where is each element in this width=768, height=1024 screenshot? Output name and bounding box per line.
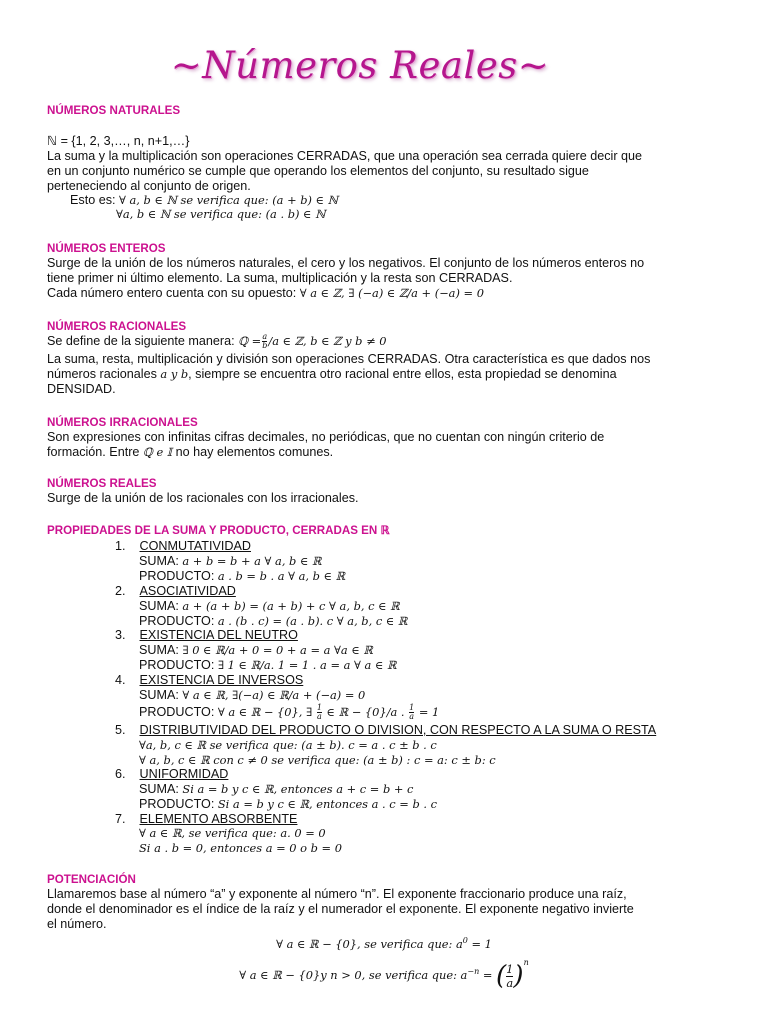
- naturales-line3: perteneciendo al conjunto de origen.: [47, 179, 251, 193]
- pot-math1-exponent: 0: [462, 936, 468, 945]
- right-paren: ): [513, 961, 524, 991]
- heading-naturales: NÚMEROS NATURALES: [47, 104, 181, 117]
- conm-producto-math: a . b = b . a ∀ a, b ∈ ℝ: [217, 569, 346, 583]
- enteros-line1: Surge de la unión de los números naturales, el cero y los negativos. El conjunto de los números enteros no: [47, 256, 645, 270]
- inverse-fraction: [409, 704, 414, 721]
- suma-label: SUMA:: [139, 688, 183, 702]
- racionales-line2a: números racionales: [47, 367, 161, 381]
- producto-label: PRODUCTO:: [139, 569, 218, 583]
- racionales-line1: La suma, resta, multiplicación y división son operaciones CERRADAS. Otra característica es que dados nos: [47, 352, 651, 366]
- potenciacion-line2: donde el denominador es el índice de la raíz y el numerador el exponente. El exponente negativo invierte: [47, 902, 634, 916]
- fraction-denominator: a: [317, 712, 322, 721]
- neutro-suma: [139, 643, 373, 658]
- irracionales-line2m: ℚ e 𝕀: [142, 445, 173, 459]
- naturales-set: ℕ = {1, 2, 3,…, n, n+1,…}: [47, 134, 190, 148]
- racionales-math-post: /a ∈ ℤ, b ∈ ℤ y b ≠ 0: [268, 333, 387, 348]
- fraction-numerator: 1: [409, 703, 415, 712]
- irracionales-line2a: formación. Entre: [47, 445, 143, 459]
- potenciacion-math2: [0, 948, 768, 991]
- inverse-fraction: [317, 704, 322, 721]
- prop-item-1: [115, 539, 251, 554]
- suma-label: SUMA:: [139, 599, 183, 613]
- heading-potenciacion: POTENCIACIÓN: [47, 873, 136, 886]
- racionales-def: [47, 333, 387, 350]
- item-title: DISTRIBUTIVIDAD DEL PRODUCTO O DIVISION, CON RESPECTO A LA SUMA O RESTA: [139, 723, 657, 737]
- producto-label: PRODUCTO:: [139, 797, 218, 811]
- fraction-denominator: b: [262, 341, 268, 350]
- fraction-numerator: a: [262, 332, 268, 341]
- racionales-line2m: a y b: [160, 367, 189, 381]
- distributividad-math1: ∀a, b, c ∈ ℝ se verifica que: (a ± b). c = a . c ± b . c: [139, 738, 437, 752]
- racionales-math-pre: ℚ =: [238, 333, 262, 348]
- pot-math2-exponent: −n: [467, 967, 480, 977]
- producto-label: PRODUCTO:: [139, 658, 218, 672]
- absorbente-math1: ∀ a ∈ ℝ, se verifica que: a. 0 = 0: [139, 826, 326, 840]
- suma-label: SUMA:: [139, 782, 183, 796]
- neutro-producto: [139, 658, 396, 673]
- conm-suma-math: a + b = b + a ∀ a, b ∈ ℝ: [182, 554, 322, 568]
- producto-label: PRODUCTO:: [139, 614, 218, 628]
- racionales-line2b: , siempre se encuentra otro racional entre ellos, esta propiedad se denomina: [188, 367, 617, 381]
- fraction-numerator: 1: [316, 703, 322, 712]
- conmutatividad-suma: [139, 554, 322, 569]
- distributividad-math2: ∀ a, b, c ∈ ℝ con c ≠ 0 se verifica que: (a ± b) : c = a: c ± b: c: [139, 753, 496, 767]
- pot-math2-text: ∀ a ∈ ℝ − {0}y n > 0, se verifica que: a: [239, 968, 468, 982]
- pot-math1-text: ∀ a ∈ ℝ − {0}, se verifica que: a: [276, 936, 463, 951]
- potenciacion-line3: el número.: [47, 917, 107, 931]
- uniformidad-suma-math: Si a = b y c ∈ ℝ, entonces a + c = b + c: [182, 782, 414, 796]
- naturales-line2: en un conjunto numérico se cumple que operando los elementos del conjunto, su resultado sigue: [47, 164, 589, 178]
- prop-item-6: [115, 767, 228, 782]
- inversos-producto-math-1: ∀ a ∈ ℝ − {0}, ∃: [217, 704, 316, 719]
- irracionales-line2b: no hay elementos comunes.: [172, 445, 334, 459]
- naturales-line1: La suma y la multiplicación son operaciones CERRADAS, que una operación sea cerrada quiere decir que: [47, 149, 643, 163]
- item-number: 7.: [115, 812, 126, 826]
- prop-item-4: [115, 673, 303, 688]
- esto-es-label: Esto es:: [70, 193, 119, 207]
- item-number: 6.: [115, 767, 126, 781]
- enteros-math: ∀ a ∈ ℤ, ∃ (−a) ∈ ℤ/a + (−a) = 0: [299, 286, 484, 300]
- inversos-producto-math-3: = 1: [415, 704, 440, 719]
- potenciacion-line1: Llamaremos base al número “a” y exponente al número “n”. El exponente fraccionario produce una raíz,: [47, 887, 627, 901]
- uniformidad-suma: [139, 782, 413, 797]
- racionales-line2: [47, 367, 617, 382]
- enteros-line3-text: Cada número entero cuenta con su opuesto:: [47, 286, 300, 300]
- racionales-line3: DENSIDAD.: [47, 382, 116, 396]
- naturales-math1-row: [70, 193, 338, 208]
- item-title: EXISTENCIA DE INVERSOS: [139, 673, 304, 687]
- neutro-producto-math: ∃ 1 ∈ ℝ/a. 1 = 1 . a = a ∀ a ∈ ℝ: [217, 658, 397, 672]
- inversos-suma: [139, 688, 365, 703]
- left-paren: (: [496, 961, 507, 991]
- inversos-producto-math-2: ∈ ℝ − {0}/a .: [322, 704, 409, 719]
- heading-reales: NÚMEROS REALES: [47, 477, 157, 490]
- suma-label: SUMA:: [139, 554, 183, 568]
- suma-label: SUMA:: [139, 643, 183, 657]
- pot-math1-end: = 1: [467, 936, 492, 951]
- heading-propiedades: PROPIEDADES DE LA SUMA Y PRODUCTO, CERRADAS EN ℝ: [47, 524, 390, 537]
- item-number: 4.: [115, 673, 126, 687]
- inversos-suma-math: ∀ a ∈ ℝ, ∃(−a) ∈ ℝ/a + (−a) = 0: [182, 688, 366, 702]
- item-number: 3.: [115, 628, 126, 642]
- uniformidad-producto: [139, 797, 437, 812]
- item-number: 5.: [115, 723, 126, 737]
- item-title: CONMUTATIVIDAD: [139, 539, 251, 553]
- fraction-denominator: a: [409, 712, 415, 721]
- item-title: UNIFORMIDAD: [139, 767, 229, 781]
- enteros-line2: tiene primer ni último elemento. La suma, multiplicación y la resta son CERRADAS.: [47, 271, 513, 285]
- absorbente-math2: Si a . b = 0, entonces a = 0 o b = 0: [139, 841, 342, 855]
- fraction-numerator: 1: [506, 961, 514, 976]
- reales-line1: Surge de la unión de los racionales con los irracionales.: [47, 491, 359, 505]
- producto-label: PRODUCTO:: [139, 704, 218, 719]
- neutro-suma-math: ∃ 0 ∈ ℝ/a + 0 = 0 + a = a ∀a ∈ ℝ: [182, 643, 373, 657]
- prop-item-7: [115, 812, 297, 827]
- uniformidad-producto-math: Si a = b y c ∈ ℝ, entonces a . c = b . c: [217, 797, 438, 811]
- naturales-math2: ∀a, b ∈ ℕ se verifica que: (a . b) ∈ ℕ: [116, 207, 326, 221]
- racionales-fraction: [262, 333, 267, 350]
- pot-fraction-exponent: n: [523, 958, 529, 967]
- irracionales-line1: Son expresiones con infinitas cifras decimales, no periódicas, que no cuentan con ningún criterio de: [47, 430, 605, 444]
- pot-math2-eq: =: [479, 968, 497, 982]
- inversos-producto: [139, 704, 439, 721]
- item-number: 2.: [115, 584, 126, 598]
- heading-enteros: NÚMEROS ENTEROS: [47, 242, 166, 255]
- prop-item-2: [115, 584, 236, 599]
- irracionales-line2: [47, 445, 333, 460]
- heading-irracionales: NÚMEROS IRRACIONALES: [47, 416, 198, 429]
- prop-item-3: [115, 628, 298, 643]
- item-number: 1.: [115, 539, 126, 553]
- conmutatividad-producto: [139, 569, 345, 584]
- enteros-line3: [47, 286, 484, 301]
- item-title: ELEMENTO ABSORBENTE: [139, 812, 298, 826]
- heading-racionales: NÚMEROS RACIONALES: [47, 320, 187, 333]
- prop-item-5: [115, 723, 656, 738]
- page-title: ~Números Reales~: [170, 44, 550, 87]
- fraction-denominator: a: [506, 975, 514, 990]
- item-title: EXISTENCIA DEL NEUTRO: [139, 628, 298, 642]
- item-title: ASOCIATIVIDAD: [139, 584, 236, 598]
- racionales-def-text: Se define de la siguiente manera:: [47, 333, 239, 348]
- asociatividad-producto: [139, 614, 407, 629]
- asoc-suma-math: a + (a + b) = (a + b) + c ∀ a, b, c ∈ ℝ: [182, 599, 400, 613]
- asociatividad-suma: [139, 599, 400, 614]
- asoc-producto-math: a . (b . c) = (a . b). c ∀ a, b, c ∈ ℝ: [217, 614, 408, 628]
- naturales-math1: ∀ a, b ∈ ℕ se verifica que: (a + b) ∈ ℕ: [119, 193, 339, 207]
